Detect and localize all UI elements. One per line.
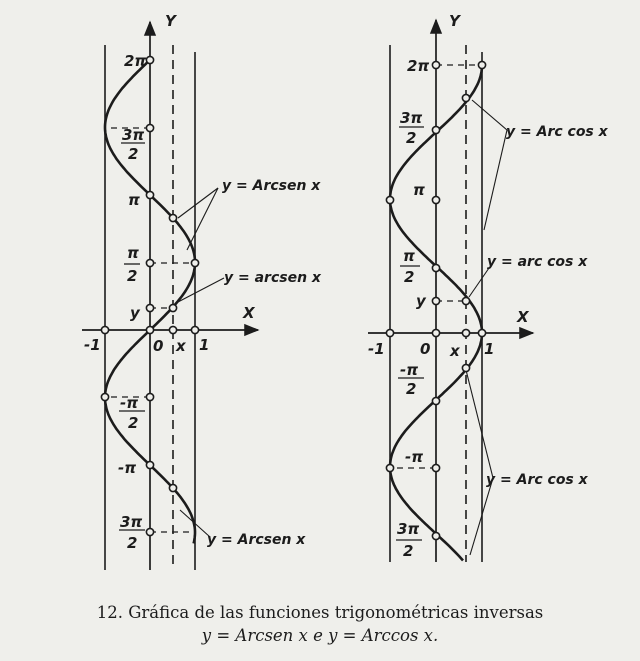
right-tick-neg-three-pi-half-den: 2 <box>403 542 414 560</box>
left-tick-x: x <box>176 337 186 355</box>
left-tick-three-pi-half-den: 2 <box>128 145 139 163</box>
right-tick-one: 1 <box>484 340 495 358</box>
right-tick-zero: 0 <box>420 340 431 358</box>
right-tick-two-pi: 2π <box>407 57 430 75</box>
caption-line-1: 12. Gráfica de las funciones trigonométricas inversas <box>96 603 544 622</box>
label-Arcsen-lower: y = Arcsen x <box>207 532 306 548</box>
left-tick-y: y <box>130 304 140 322</box>
arcsen-graph <box>82 22 258 570</box>
right-tick-pi-half-den: 2 <box>404 268 415 286</box>
right-axis-y-label: Y <box>449 12 460 30</box>
right-tick-three-pi-half-num: 3π <box>400 109 423 127</box>
left-tick-pi-half-den: 2 <box>127 267 138 285</box>
right-tick-pi: π <box>413 181 425 199</box>
arccos-text <box>368 12 609 560</box>
left-tick-two-pi: 2π <box>124 52 147 70</box>
left-tick-neg-pi: -π <box>118 459 137 477</box>
left-tick-pi-half-num: π <box>127 244 139 262</box>
left-tick-pi: π <box>128 191 140 209</box>
left-tick-zero: 0 <box>153 337 164 355</box>
left-tick-neg-pi-half-den: 2 <box>128 414 139 432</box>
left-tick-neg-pi-half-num: -π <box>120 394 139 412</box>
label-arccos: y = arc cos x <box>487 254 588 270</box>
label-arcsen: y = arcsen x <box>224 270 321 286</box>
left-tick-neg-three-pi-half-den: 2 <box>127 534 138 552</box>
left-tick-one: 1 <box>199 336 210 354</box>
right-tick-y: y <box>416 292 426 310</box>
leader-lines <box>178 188 224 537</box>
left-tick-neg-three-pi-half-num: 3π <box>120 513 143 531</box>
left-axis-x-label: X <box>243 304 255 322</box>
left-axis-y-label: Y <box>165 12 176 30</box>
left-tick-three-pi-half-num: 3π <box>122 126 145 144</box>
right-tick-x: x <box>450 342 460 360</box>
right-tick-neg-pi: -π <box>405 448 424 466</box>
label-Arccos-upper: y = Arc cos x <box>506 124 608 140</box>
right-tick-neg-pi-half-den: 2 <box>406 380 417 398</box>
caption-line-2: y = Arcsen x e y = Arccos x. <box>201 626 439 645</box>
left-tick-neg-one: -1 <box>84 336 101 354</box>
right-axis-x-label: X <box>517 308 529 326</box>
right-tick-three-pi-half-den: 2 <box>406 129 417 147</box>
right-tick-neg-one: -1 <box>368 340 385 358</box>
right-tick-neg-pi-half-num: -π <box>400 361 419 379</box>
caption <box>97 603 544 645</box>
label-Arccos-lower: y = Arc cos x <box>486 472 588 488</box>
right-tick-pi-half-num: π <box>403 247 415 265</box>
label-Arcsen-upper: y = Arcsen x <box>222 178 321 194</box>
right-tick-neg-three-pi-half-num: 3π <box>397 520 420 538</box>
